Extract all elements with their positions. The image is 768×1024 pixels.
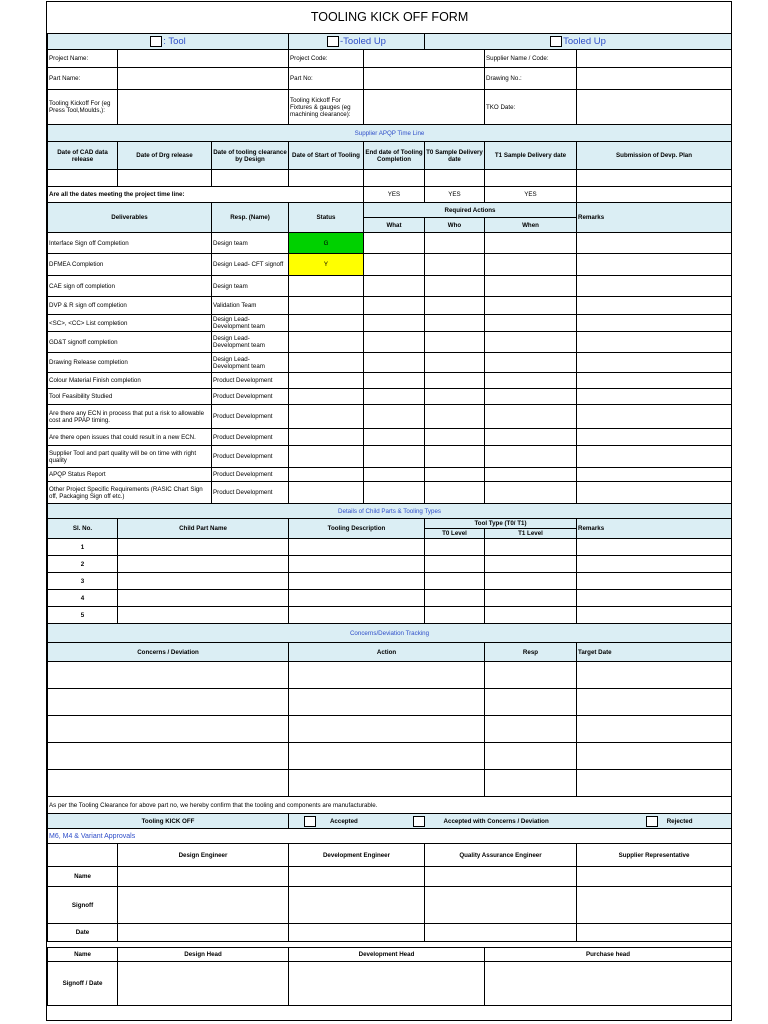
tko-date-field[interactable] xyxy=(577,90,732,125)
part-name-label: Part Name: xyxy=(48,68,118,90)
sl-no: 3 xyxy=(48,573,118,590)
target-date-header: Target Date xyxy=(577,643,732,662)
deliverable-row xyxy=(48,482,732,504)
target-date-cell[interactable] xyxy=(577,662,732,689)
deliverable-row xyxy=(48,233,732,254)
child-part-name-cell[interactable] xyxy=(118,590,289,607)
who-cell[interactable] xyxy=(425,373,485,389)
kickoff-fixtures-field[interactable] xyxy=(364,90,485,125)
role-development-engineer: Development Engineer xyxy=(289,844,425,867)
deliverable-name: Other Project Specific Requirements (RASIC Chart Sign off, Packaging Sign off etc.) xyxy=(48,482,212,504)
approval-date-label: Date xyxy=(48,924,118,942)
drawing-no-field[interactable] xyxy=(577,68,732,90)
tooling-description-header: Tooling Description xyxy=(289,519,425,539)
t1-cell[interactable] xyxy=(485,607,577,624)
when-cell[interactable] xyxy=(485,373,577,389)
who-cell[interactable] xyxy=(425,276,485,297)
tooling-kickoff-form xyxy=(46,1,732,1021)
tooling-description-cell[interactable] xyxy=(289,556,425,573)
deliverable-resp: Product Development xyxy=(212,446,289,468)
target-date-cell[interactable] xyxy=(577,770,732,797)
tooling-description-cell[interactable] xyxy=(289,539,425,556)
action-header: Action xyxy=(289,643,485,662)
role-qa-engineer: Quality Assurance Engineer xyxy=(425,844,577,867)
deliverable-resp: Design Lead- Development team xyxy=(212,353,289,373)
deliverable-name: Interface Sign off Completion xyxy=(48,233,212,254)
deliverable-row xyxy=(48,332,732,353)
t0-level-header: T0 Level xyxy=(425,529,485,539)
deliverable-row xyxy=(48,373,732,389)
who-cell[interactable] xyxy=(425,332,485,353)
what-cell[interactable] xyxy=(364,233,425,254)
child-part-name-cell[interactable] xyxy=(118,573,289,590)
when-cell[interactable] xyxy=(485,353,577,373)
apqp-header: Submission of Devp. Plan xyxy=(577,142,732,170)
sl-no: 2 xyxy=(48,556,118,573)
status-cell[interactable] xyxy=(289,405,364,429)
child-remarks-header: Remarks xyxy=(577,519,732,539)
deliverable-name: APQP Status Report xyxy=(48,468,212,482)
what-cell[interactable] xyxy=(364,389,425,405)
who-cell[interactable] xyxy=(425,297,485,315)
form-title: TOOLING KICK OFF FORM xyxy=(48,2,732,34)
checkbox-icon[interactable] xyxy=(550,36,562,47)
resp-cell[interactable] xyxy=(485,716,577,743)
deliverable-row xyxy=(48,297,732,315)
when-cell[interactable] xyxy=(485,233,577,254)
deliverable-resp: Design team xyxy=(212,233,289,254)
remarks-cell[interactable] xyxy=(577,297,732,315)
deliverable-name: Supplier Tool and part quality will be on time with right quality xyxy=(48,446,212,468)
apqp-header: End date of Tooling Completion xyxy=(364,142,425,170)
child-part-row xyxy=(48,573,732,590)
status-cell[interactable] xyxy=(289,332,364,353)
concern-row xyxy=(48,716,732,743)
deliverable-resp: Product Development xyxy=(212,373,289,389)
what-cell[interactable] xyxy=(364,315,425,332)
deliverable-name: <SC>, <CC> List completion xyxy=(48,315,212,332)
concerns-header: Concerns / Deviation xyxy=(48,643,289,662)
form-table xyxy=(47,2,732,1006)
apqp-cell[interactable] xyxy=(425,170,485,187)
kickoff-fixtures-label: Tooling Kickoff For Fixtures & gauges (eg machining clearance): xyxy=(289,90,364,125)
deliverable-name: Colour Material Finish completion xyxy=(48,373,212,389)
who-cell[interactable] xyxy=(425,446,485,468)
clearance-statement: As per the Tooling Clearance for above part no, we hereby confirm that the tooling and components are manufacturable. xyxy=(48,797,732,814)
when-cell[interactable] xyxy=(485,332,577,353)
concern-row xyxy=(48,689,732,716)
deliverable-resp: Product Development xyxy=(212,468,289,482)
t1-cell[interactable] xyxy=(485,539,577,556)
timeline-question: Are all the dates meeting the project time line: xyxy=(48,187,364,203)
deliverable-row xyxy=(48,389,732,405)
apqp-cell[interactable] xyxy=(485,170,577,187)
accepted-with-concerns-checkbox[interactable] xyxy=(413,816,425,827)
t1-cell[interactable] xyxy=(485,590,577,607)
supplier-name-field[interactable] xyxy=(577,50,732,68)
remarks-cell[interactable] xyxy=(577,233,732,254)
project-code-label: Project Code: xyxy=(289,50,364,68)
tooling-description-cell[interactable] xyxy=(289,607,425,624)
concerns-section-title: Concerns/Deviation Tracking xyxy=(48,624,732,643)
when-cell[interactable] xyxy=(485,468,577,482)
development-head-label: Development Head xyxy=(289,948,485,962)
resp-col-header: Resp xyxy=(485,643,577,662)
status-cell[interactable] xyxy=(289,373,364,389)
what-header: What xyxy=(364,218,425,233)
apqp-cell[interactable] xyxy=(364,170,425,187)
when-cell[interactable] xyxy=(485,429,577,446)
when-cell[interactable] xyxy=(485,482,577,504)
deliverable-row xyxy=(48,353,732,373)
apqp-header: Date of Start of Tooling xyxy=(289,142,364,170)
child-remarks-cell[interactable] xyxy=(577,590,732,607)
when-cell[interactable] xyxy=(485,389,577,405)
concern-cell[interactable] xyxy=(48,770,289,797)
deliverable-resp: Design Lead- CFT signoff xyxy=(212,254,289,276)
accepted-label: Accepted xyxy=(329,817,358,825)
deliverable-row xyxy=(48,429,732,446)
status-cell[interactable] xyxy=(289,446,364,468)
concern-row xyxy=(48,743,732,770)
remarks-cell[interactable] xyxy=(577,332,732,353)
apqp-section-title: Supplier APQP Time Line xyxy=(48,125,732,142)
remarks-header: Remarks xyxy=(577,203,732,233)
kickoff-for-label: Tooling Kickoff For (eg Press Tool,Moulds,): xyxy=(48,90,118,125)
child-part-name-cell[interactable] xyxy=(118,539,289,556)
option-semi-tooled-up[interactable]: -Tooled Up xyxy=(289,34,425,50)
approval-name-label: Name xyxy=(48,867,118,887)
t1-cell[interactable] xyxy=(485,573,577,590)
when-cell[interactable] xyxy=(485,254,577,276)
who-cell[interactable] xyxy=(425,315,485,332)
checkbox-icon[interactable] xyxy=(150,36,162,47)
concern-cell[interactable] xyxy=(48,743,289,770)
heads-signoff-date-label: Signoff / Date xyxy=(48,962,118,1006)
t0-cell[interactable] xyxy=(425,573,485,590)
child-remarks-cell[interactable] xyxy=(577,607,732,624)
when-header: When xyxy=(485,218,577,233)
who-cell[interactable] xyxy=(425,405,485,429)
remarks-cell[interactable] xyxy=(577,468,732,482)
accepted-checkbox[interactable] xyxy=(304,816,316,827)
what-cell[interactable] xyxy=(364,353,425,373)
when-cell[interactable] xyxy=(485,405,577,429)
target-date-cell[interactable] xyxy=(577,716,732,743)
required-actions-header: Required Actions xyxy=(364,203,577,218)
who-cell[interactable] xyxy=(425,389,485,405)
status-cell[interactable] xyxy=(289,468,364,482)
purchase-head-label: Purchase head xyxy=(485,948,732,962)
who-cell[interactable] xyxy=(425,254,485,276)
t0-cell[interactable] xyxy=(425,607,485,624)
t0-cell[interactable] xyxy=(425,539,485,556)
part-no-field[interactable] xyxy=(364,68,485,90)
who-cell[interactable] xyxy=(425,233,485,254)
when-cell[interactable] xyxy=(485,446,577,468)
resp-cell[interactable] xyxy=(485,743,577,770)
approval-cell[interactable] xyxy=(577,887,732,924)
deliverable-name: CAE sign off completion xyxy=(48,276,212,297)
tooling-description-cell[interactable] xyxy=(289,590,425,607)
clearance-options xyxy=(289,814,732,829)
concern-row xyxy=(48,770,732,797)
approval-cell[interactable] xyxy=(577,924,732,942)
t0-cell[interactable] xyxy=(425,590,485,607)
what-cell[interactable] xyxy=(364,446,425,468)
what-cell[interactable] xyxy=(364,332,425,353)
action-cell[interactable] xyxy=(289,770,485,797)
deliverable-name: DFMEA Completion xyxy=(48,254,212,276)
remarks-cell[interactable] xyxy=(577,405,732,429)
sl-no: 5 xyxy=(48,607,118,624)
what-cell[interactable] xyxy=(364,405,425,429)
remarks-cell[interactable] xyxy=(577,373,732,389)
remarks-cell[interactable] xyxy=(577,353,732,373)
purchase-head-sign-cell[interactable] xyxy=(485,962,732,1006)
remarks-cell[interactable] xyxy=(577,276,732,297)
deliverable-name: GD&T signoff completion xyxy=(48,332,212,353)
status-cell[interactable] xyxy=(289,353,364,373)
option-tool[interactable]: : Tool xyxy=(48,34,289,50)
status-cell[interactable] xyxy=(289,429,364,446)
project-name-field[interactable] xyxy=(118,50,289,68)
status-cell[interactable]: Y xyxy=(289,254,364,276)
remarks-cell[interactable] xyxy=(577,315,732,332)
what-cell[interactable] xyxy=(364,276,425,297)
deliverable-resp: Product Development xyxy=(212,482,289,504)
deliverable-row xyxy=(48,254,732,276)
design-head-sign-cell[interactable] xyxy=(118,962,289,1006)
status-cell[interactable]: G xyxy=(289,233,364,254)
drawing-no-label: Drawing No.: xyxy=(485,68,577,90)
apqp-cell[interactable] xyxy=(118,170,212,187)
tooling-kickoff-label: Tooling KICK OFF xyxy=(48,814,289,829)
approvals-title: M6, M4 & Variant Approvals xyxy=(48,829,732,844)
tooling-description-cell[interactable] xyxy=(289,573,425,590)
design-head-label: Design Head xyxy=(118,948,289,962)
who-cell[interactable] xyxy=(425,353,485,373)
option-tooled-up[interactable]: Tooled Up xyxy=(425,34,732,50)
sl-no: 4 xyxy=(48,590,118,607)
apqp-header: Date of Drg release xyxy=(118,142,212,170)
timeline-answer[interactable]: YES xyxy=(425,187,485,203)
what-cell[interactable] xyxy=(364,482,425,504)
child-part-name-cell[interactable] xyxy=(118,607,289,624)
child-part-name-header: Child Part Name xyxy=(118,519,289,539)
action-cell[interactable] xyxy=(289,716,485,743)
apqp-header: Date of tooling clearance by Design xyxy=(212,142,289,170)
approval-signoff-label: Signoff xyxy=(48,887,118,924)
t0-cell[interactable] xyxy=(425,556,485,573)
apqp-cell[interactable] xyxy=(577,170,732,187)
remarks-cell[interactable] xyxy=(577,446,732,468)
child-part-row xyxy=(48,590,732,607)
role-supplier-rep: Supplier Representative xyxy=(577,844,732,867)
what-cell[interactable] xyxy=(364,468,425,482)
deliverable-row xyxy=(48,405,732,429)
deliverable-resp: Design team xyxy=(212,276,289,297)
t1-cell[interactable] xyxy=(485,556,577,573)
concern-cell[interactable] xyxy=(48,662,289,689)
resp-header: Resp. (Name) xyxy=(212,203,289,233)
apqp-header: T1 Sample Delivery date xyxy=(485,142,577,170)
status-cell[interactable] xyxy=(289,482,364,504)
deliverable-resp: Product Development xyxy=(212,389,289,405)
rejected-checkbox[interactable] xyxy=(646,816,658,827)
project-code-field[interactable] xyxy=(364,50,485,68)
approval-cell[interactable] xyxy=(118,867,289,887)
child-remarks-cell[interactable] xyxy=(577,556,732,573)
status-cell[interactable] xyxy=(289,389,364,405)
project-name-label: Project Name: xyxy=(48,50,118,68)
when-cell[interactable] xyxy=(485,297,577,315)
resp-cell[interactable] xyxy=(485,662,577,689)
role-design-engineer: Design Engineer xyxy=(118,844,289,867)
sl-no: 1 xyxy=(48,539,118,556)
resp-cell[interactable] xyxy=(485,689,577,716)
who-cell[interactable] xyxy=(425,468,485,482)
remarks-cell[interactable] xyxy=(577,389,732,405)
remarks-cell[interactable] xyxy=(577,429,732,446)
approval-cell[interactable] xyxy=(425,924,577,942)
action-cell[interactable] xyxy=(289,689,485,716)
approval-cell[interactable] xyxy=(118,887,289,924)
who-header: Who xyxy=(425,218,485,233)
timeline-blank xyxy=(577,187,732,203)
status-cell[interactable] xyxy=(289,315,364,332)
remarks-cell[interactable] xyxy=(577,254,732,276)
target-date-cell[interactable] xyxy=(577,743,732,770)
child-part-row xyxy=(48,607,732,624)
apqp-cell[interactable] xyxy=(48,170,118,187)
deliverable-row xyxy=(48,446,732,468)
deliverable-row xyxy=(48,468,732,482)
sl-no-header: Sl. No. xyxy=(48,519,118,539)
action-cell[interactable] xyxy=(289,743,485,770)
apqp-cell[interactable] xyxy=(212,170,289,187)
approval-corner xyxy=(48,844,118,867)
when-cell[interactable] xyxy=(485,276,577,297)
child-parts-section-title: Details of Child Parts & Tooling Types xyxy=(48,504,732,519)
status-cell[interactable] xyxy=(289,276,364,297)
what-cell[interactable] xyxy=(364,429,425,446)
child-part-row xyxy=(48,556,732,573)
concern-row xyxy=(48,662,732,689)
heads-name-label: Name xyxy=(48,948,118,962)
child-remarks-cell[interactable] xyxy=(577,573,732,590)
rejected-label: Rejected xyxy=(666,817,693,825)
what-cell[interactable] xyxy=(364,254,425,276)
child-part-row xyxy=(48,539,732,556)
approval-cell[interactable] xyxy=(577,867,732,887)
development-head-sign-cell[interactable] xyxy=(289,962,485,1006)
status-cell[interactable] xyxy=(289,297,364,315)
deliverable-name: Drawing Release completion xyxy=(48,353,212,373)
tool-type-header: Tool Type (T0/ T1) xyxy=(425,519,577,529)
apqp-header: Date of CAD data release xyxy=(48,142,118,170)
deliverable-resp: Design Lead- Development team xyxy=(212,332,289,353)
approval-cell[interactable] xyxy=(289,887,425,924)
approval-cell[interactable] xyxy=(289,924,425,942)
target-date-cell[interactable] xyxy=(577,689,732,716)
approval-cell[interactable] xyxy=(425,867,577,887)
deliverable-name: Tool Feasibility Studied xyxy=(48,389,212,405)
deliverables-header: Deliverables xyxy=(48,203,212,233)
deliverable-row xyxy=(48,276,732,297)
remarks-cell[interactable] xyxy=(577,482,732,504)
deliverable-resp: Validation Team xyxy=(212,297,289,315)
child-part-name-cell[interactable] xyxy=(118,556,289,573)
part-name-field[interactable] xyxy=(118,68,289,90)
timeline-answer[interactable]: YES xyxy=(364,187,425,203)
deliverable-name: DVP & R sign off completion xyxy=(48,297,212,315)
resp-cell[interactable] xyxy=(485,770,577,797)
concern-cell[interactable] xyxy=(48,689,289,716)
approval-cell[interactable] xyxy=(118,924,289,942)
deliverable-name: Are there open issues that could result in a new ECN. xyxy=(48,429,212,446)
accepted-with-concerns-label: Accepted with Concerns / Deviation xyxy=(443,817,549,825)
when-cell[interactable] xyxy=(485,315,577,332)
approval-cell[interactable] xyxy=(289,867,425,887)
deliverable-resp: Product Development xyxy=(212,405,289,429)
approval-cell[interactable] xyxy=(425,887,577,924)
what-cell[interactable] xyxy=(364,373,425,389)
status-header: Status xyxy=(289,203,364,233)
deliverable-name: Are there any ECN in process that put a risk to allowable cost and PPAP timing. xyxy=(48,405,212,429)
deliverable-resp: Product Development xyxy=(212,429,289,446)
concern-cell[interactable] xyxy=(48,716,289,743)
who-cell[interactable] xyxy=(425,429,485,446)
part-no-label: Part No: xyxy=(289,68,364,90)
deliverable-row xyxy=(48,315,732,332)
action-cell[interactable] xyxy=(289,662,485,689)
who-cell[interactable] xyxy=(425,482,485,504)
what-cell[interactable] xyxy=(364,297,425,315)
t1-level-header: T1 Level xyxy=(485,529,577,539)
tko-date-label: TKO Date: xyxy=(485,90,577,125)
supplier-name-label: Supplier Name / Code: xyxy=(485,50,577,68)
deliverable-resp: Design Lead- Development team xyxy=(212,315,289,332)
checkbox-icon[interactable] xyxy=(327,36,339,47)
apqp-cell[interactable] xyxy=(289,170,364,187)
timeline-answer[interactable]: YES xyxy=(485,187,577,203)
kickoff-for-field[interactable] xyxy=(118,90,289,125)
child-remarks-cell[interactable] xyxy=(577,539,732,556)
apqp-header: T0 Sample Delivery date xyxy=(425,142,485,170)
